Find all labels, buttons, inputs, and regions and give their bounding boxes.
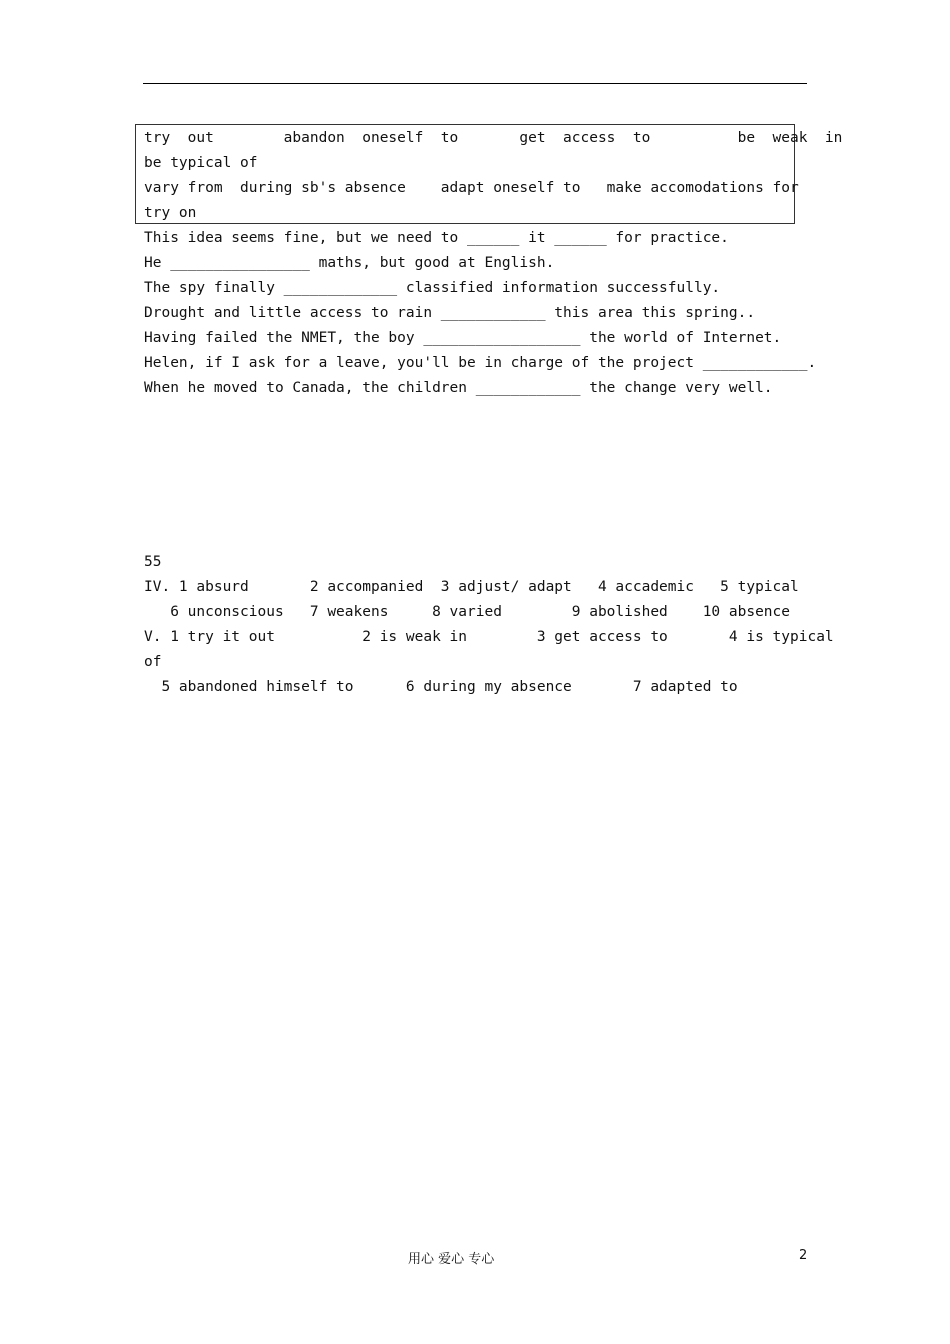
word-bank-line: vary from during sb's absence adapt oneself to make accomodations for xyxy=(144,180,799,196)
exercise-sentence: Having failed the NMET, the boy __________________ the world of Internet. xyxy=(144,330,782,346)
word-bank-line: be typical of xyxy=(144,155,258,171)
page-number: 2 xyxy=(799,1248,808,1263)
exercise-sentence: This idea seems fine, but we need to ______ it ______ for practice. xyxy=(144,230,729,246)
answer-line: IV. 1 absurd 2 accompanied 3 adjust/ adapt 4 accademic 5 typical xyxy=(144,579,799,595)
word-bank-line: try on xyxy=(144,205,197,221)
answer-section-number: 55 xyxy=(144,554,162,570)
exercise-sentence: When he moved to Canada, the children ____________ the change very well. xyxy=(144,380,773,396)
footer-motto: 用心 爱心 专心 xyxy=(408,1252,495,1267)
answer-line: 5 abandoned himself to 6 during my absence 7 adapted to xyxy=(144,679,738,695)
word-bank-line: try out abandon oneself to get access to be weak in xyxy=(144,130,843,146)
exercise-sentence: Helen, if I ask for a leave, you'll be in charge of the project ____________. xyxy=(144,355,817,371)
answer-line: 6 unconscious 7 weakens 8 varied 9 abolished 10 absence xyxy=(144,604,791,620)
exercise-sentence: Drought and little access to rain ____________ this area this spring.. xyxy=(144,305,756,321)
exercise-sentence: The spy finally _____________ classified information successfully. xyxy=(144,280,721,296)
answer-line: V. 1 try it out 2 is weak in 3 get access to 4 is typical xyxy=(144,629,834,645)
exercise-sentence: He ________________ maths, but good at English. xyxy=(144,255,555,271)
header-rule xyxy=(143,83,807,84)
answer-line: of xyxy=(144,654,162,670)
